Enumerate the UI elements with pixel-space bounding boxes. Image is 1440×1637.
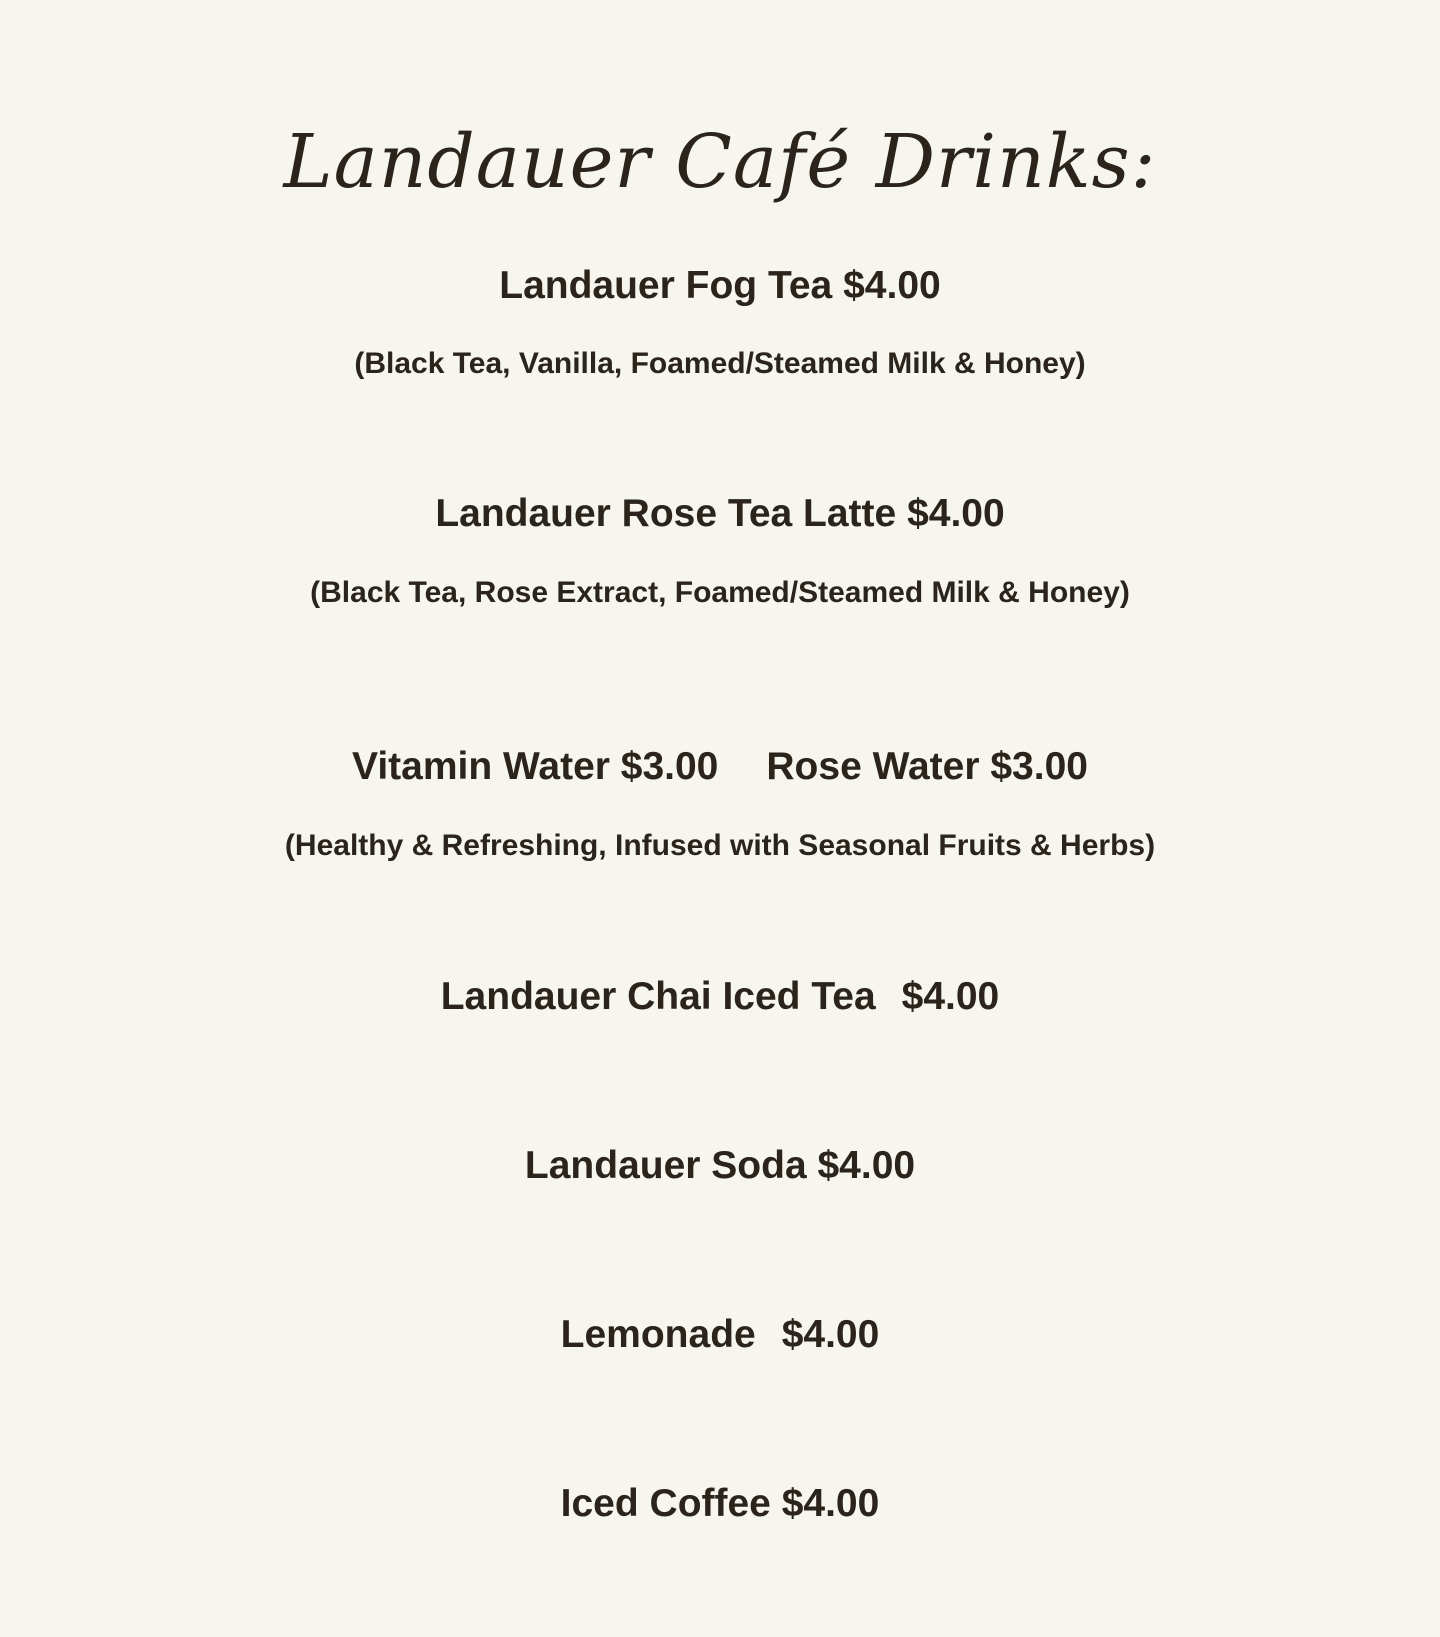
item-name: Landauer Fog Tea — [499, 264, 833, 307]
menu-item-waters — [0, 743, 1440, 791]
menu-item-fog-tea — [0, 262, 1440, 310]
item-name: Landauer Soda — [524, 1144, 807, 1187]
item-description: (Black Tea, Vanilla, Foamed/Steamed Milk & Honey) — [354, 347, 1086, 380]
item-price: $3.00 — [990, 745, 1088, 788]
item-price: $4.00 — [781, 1313, 880, 1356]
item-name: Iced Coffee — [560, 1482, 771, 1525]
menu-title: Landauer Café Drinks: — [283, 119, 1157, 205]
item-description: (Healthy & Refreshing, Infused with Seasonal Fruits & Herbs) — [284, 829, 1156, 862]
item-price: $4.00 — [781, 1482, 880, 1525]
item-name: Landauer Rose Tea Latte — [435, 492, 897, 535]
item-name: Vitamin Water — [352, 745, 610, 788]
item-name: Landauer Chai Iced Tea — [440, 975, 876, 1018]
item-description: (Black Tea, Rose Extract, Foamed/Steamed Milk & Honey) — [310, 576, 1130, 609]
item-name: Lemonade — [560, 1313, 756, 1356]
menu-item-lemonade — [0, 1311, 1440, 1359]
menu-item-iced-coffee — [0, 1480, 1440, 1528]
item-price: $4.00 — [901, 975, 1000, 1018]
item-price: $3.00 — [620, 745, 719, 788]
item-price: $4.00 — [817, 1144, 916, 1187]
item-price: $4.00 — [907, 492, 1005, 535]
item-price: $4.00 — [843, 264, 941, 307]
menu-item-rose-tea-latte — [0, 490, 1440, 538]
menu-item-soda — [0, 1142, 1440, 1190]
menu-item-chai-iced-tea — [0, 973, 1440, 1021]
item-name: Rose Water — [766, 745, 980, 788]
